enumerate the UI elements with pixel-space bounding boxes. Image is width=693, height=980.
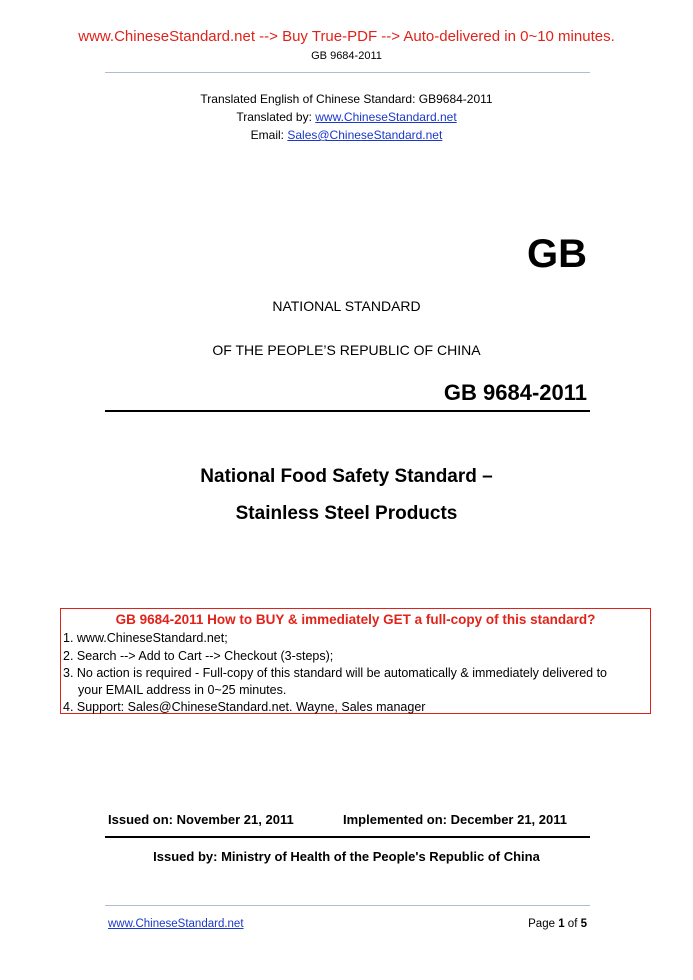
translator-website-link[interactable]: www.ChineseStandard.net <box>315 110 457 124</box>
footer-divider <box>105 905 590 906</box>
purchase-info-box <box>60 608 651 714</box>
implemented-on-date: Implemented on: December 21, 2011 <box>343 812 567 827</box>
sales-email-link[interactable]: Sales@ChineseStandard.net <box>287 128 443 142</box>
current-page: 1 <box>558 918 565 930</box>
document-title-line-2: Stainless Steel Products <box>235 503 458 524</box>
translation-note: Translated English of Chinese Standard: GB9684-2011 <box>200 92 493 106</box>
document-title-line-1: National Food Safety Standard – <box>200 466 493 487</box>
total-pages: 5 <box>580 918 587 930</box>
translated-by-label: Translated by: <box>236 110 316 124</box>
header-standard-code: GB 9684-2011 <box>311 50 382 62</box>
issued-on-date: Issued on: November 21, 2011 <box>108 812 294 827</box>
purchase-step-3-continued: your EMAIL address in 0~25 minutes. <box>78 683 287 697</box>
email-label: Email: <box>250 128 288 142</box>
standard-code: GB 9684-2011 <box>443 380 587 405</box>
purchase-step-3: 3. No action is required - Full-copy of this standard will be automatically & immediately delivered to <box>63 666 607 680</box>
national-standard-heading: NATIONAL STANDARD <box>272 298 421 314</box>
page-number <box>528 918 587 930</box>
email-line <box>0 128 693 142</box>
purchase-info-title: GB 9684-2011 How to BUY & immediately GET a full-copy of this standard? <box>115 612 596 627</box>
translated-by-line <box>0 110 693 124</box>
purchase-step-4: 4. Support: Sales@ChineseStandard.net. Wayne, Sales manager <box>63 700 426 714</box>
footer-website-link[interactable]: www.ChineseStandard.net <box>108 918 244 930</box>
issued-divider <box>105 836 590 838</box>
purchase-step-1: 1. www.ChineseStandard.net; <box>63 631 228 645</box>
page-of-label: of <box>564 918 581 930</box>
promo-banner[interactable]: www.ChineseStandard.net --> Buy True-PDF --> Auto-delivered in 0~10 minutes. <box>78 28 615 45</box>
gb-logo: GB <box>527 232 587 276</box>
country-heading: OF THE PEOPLE’S REPUBLIC OF CHINA <box>212 342 481 358</box>
issuing-authority: Issued by: Ministry of Health of the People's Republic of China <box>153 849 540 864</box>
header-divider <box>105 72 590 73</box>
page-label: Page <box>528 918 559 930</box>
purchase-step-2: 2. Search --> Add to Cart --> Checkout (3-steps); <box>63 649 334 663</box>
code-divider <box>105 410 590 412</box>
